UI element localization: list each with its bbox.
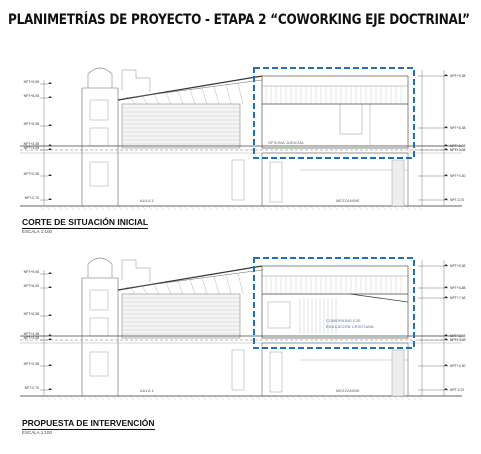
lower-volume xyxy=(262,343,408,396)
tower-ornament xyxy=(88,68,112,88)
level-label-left: NPT+3,08 xyxy=(23,336,39,341)
room-label-mezzanine: MEZZANINE xyxy=(336,199,360,203)
level-label-right: NPT+0,30 xyxy=(450,364,466,368)
level-label-right: NPT-0,70 xyxy=(450,198,465,202)
level-label-right: NPT+3,58 xyxy=(450,144,466,148)
level-marker xyxy=(48,364,52,366)
level-marker xyxy=(48,124,52,126)
level-marker xyxy=(444,364,448,366)
level-marker xyxy=(48,334,52,336)
lower-volume xyxy=(262,153,408,206)
window xyxy=(268,302,290,328)
window xyxy=(90,318,108,336)
level-marker xyxy=(48,96,52,98)
level-label-left: NPT+9,08 xyxy=(23,270,39,275)
level-label-left: NPT+8,08 xyxy=(23,284,39,289)
section-1-drawing xyxy=(20,68,465,210)
level-label-right: NPT-0,70 xyxy=(450,388,465,392)
parapet xyxy=(122,70,150,92)
level-label-left: NPT+0,38 xyxy=(23,362,39,367)
room-label-oficina: OFICINA JUDICIAL xyxy=(268,141,305,145)
level-marker xyxy=(444,334,448,336)
level-marker xyxy=(444,74,448,76)
level-label-left: NPT-0,70 xyxy=(24,196,39,201)
level-marker xyxy=(444,144,448,146)
level-label-left: NPT+6,38 xyxy=(23,122,39,127)
window xyxy=(90,128,108,146)
section-2-scale: ESCALA 1:100 xyxy=(22,430,53,435)
level-marker xyxy=(444,174,448,176)
level-marker xyxy=(48,338,52,340)
level-label-right: NPT+3,38 xyxy=(450,148,466,152)
level-marker xyxy=(444,286,448,288)
section-2-caption: PROPUESTA DE INTERVENCIÓN xyxy=(22,418,155,428)
dimension-column-left xyxy=(24,270,52,396)
brick-wall xyxy=(122,104,240,148)
level-label-right: NPT+3,58 xyxy=(450,334,466,338)
brick-wall xyxy=(122,294,240,338)
room-label-educacion: EDUCACIÓN CRISTIANA xyxy=(326,325,374,329)
stair xyxy=(392,350,404,396)
highlight-zone xyxy=(254,258,414,348)
level-label-left: NPT+3,08 xyxy=(23,146,39,151)
section-1-scale: ESCALA 1:100 xyxy=(22,229,53,234)
level-marker xyxy=(444,126,448,128)
level-marker xyxy=(444,338,448,340)
level-label-right: NPT+6,88 xyxy=(450,286,466,290)
stair xyxy=(392,160,404,206)
parapet xyxy=(122,260,150,282)
level-label-left: NPT+0,38 xyxy=(23,172,39,177)
door xyxy=(232,350,244,390)
level-label-left: NPT-0,70 xyxy=(24,386,39,391)
level-marker xyxy=(444,198,448,200)
room-label-aula: AULA 1 xyxy=(140,199,155,203)
room-label-mezzanine: MEZZANINE xyxy=(336,389,360,393)
level-label-right: NPT+6,38 xyxy=(450,126,466,130)
window xyxy=(90,352,108,376)
dimension-column-right xyxy=(418,260,465,396)
tower-ornament xyxy=(88,258,112,278)
level-marker xyxy=(48,314,52,316)
level-marker xyxy=(444,296,448,298)
level-marker xyxy=(48,148,52,150)
column xyxy=(340,104,362,134)
door xyxy=(232,160,244,200)
new-roof xyxy=(350,294,408,302)
level-label-left: NPT+9,08 xyxy=(23,80,39,85)
level-label-right: NPT+3,38 xyxy=(450,338,466,342)
page-title: PLANIMETRÍAS DE PROYECTO - ETAPA 2 “COWORKING EJE DOCTRINAL” xyxy=(8,12,470,28)
level-marker xyxy=(48,144,52,146)
level-label-right: NPT+0,30 xyxy=(450,174,466,178)
level-label-right: NPT+9,38 xyxy=(450,264,466,268)
section-1-caption: CORTE DE SITUACIÓN INICIAL xyxy=(22,217,149,227)
dimension-column-left xyxy=(24,80,52,206)
dimension-column-right xyxy=(418,70,465,206)
level-marker xyxy=(48,198,52,200)
room-label-aula: AULA 1 xyxy=(140,389,155,393)
level-label-right: NPT+7,48 xyxy=(450,296,466,300)
door xyxy=(270,352,282,392)
window xyxy=(90,290,108,310)
door xyxy=(270,162,282,202)
level-marker xyxy=(48,272,52,274)
level-marker xyxy=(444,148,448,150)
level-marker xyxy=(48,174,52,176)
level-marker xyxy=(48,286,52,288)
level-label-left: NPT+8,08 xyxy=(23,94,39,99)
level-label-left: NPT+3,38 xyxy=(23,332,39,337)
room-label-coworking: COWORKING EJE xyxy=(326,319,361,323)
section-2-drawing xyxy=(20,258,465,400)
level-marker xyxy=(48,388,52,390)
level-label-left: NPT+3,38 xyxy=(23,142,39,147)
window xyxy=(90,162,108,186)
level-label-left: NPT+6,38 xyxy=(23,312,39,317)
level-marker xyxy=(444,264,448,266)
level-marker xyxy=(48,82,52,84)
level-label-right: NPT+9,38 xyxy=(450,74,466,78)
window xyxy=(90,100,108,120)
level-marker xyxy=(444,388,448,390)
